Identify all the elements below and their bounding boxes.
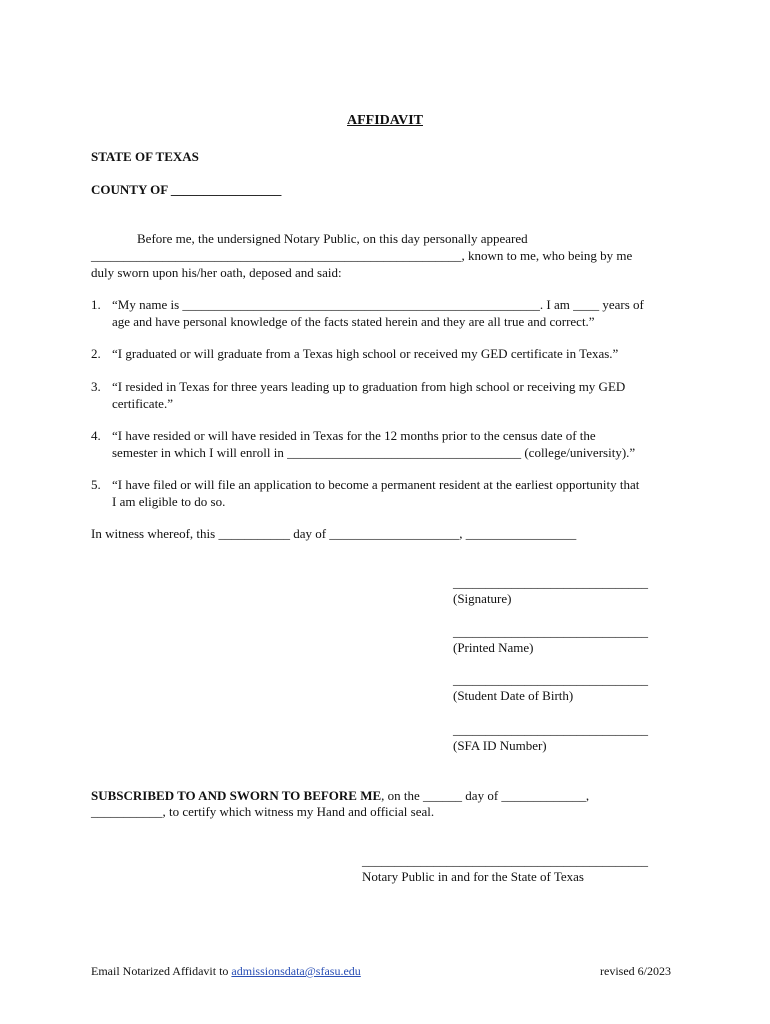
item-text-line: semester in which I will enroll in ____________________________________ (college/university).” xyxy=(112,445,636,460)
printed-name-label: (Printed Name) xyxy=(453,640,534,655)
footer-prefix: Email Notarized Affidavit to xyxy=(91,964,232,978)
intro-line-1: Before me, the undersigned Notary Public, on this day personally appeared xyxy=(137,231,528,246)
sfa-id-line: ______________________________ xyxy=(453,722,648,737)
notary-signature-line: ____________________________________________ xyxy=(362,853,648,868)
birth-date-label: (Student Date of Birth) xyxy=(453,688,574,703)
county-heading: COUNTY OF _________________ xyxy=(91,182,282,197)
page-title: AFFIDAVIT xyxy=(347,113,423,128)
item-text-line: “I have filed or will file an application to become a permanent resident at the earliest opportunity that xyxy=(112,477,640,492)
item-number: 5. xyxy=(91,477,101,492)
item-text-line: age and have personal knowledge of the facts stated herein and they are all true and correct.” xyxy=(112,314,595,329)
signature-label: (Signature) xyxy=(453,591,512,606)
item-number: 4. xyxy=(91,428,101,443)
item-number: 1. xyxy=(91,297,101,312)
intro-line-2: _________________________________________________________, known to me, who being by me xyxy=(91,248,633,263)
item-text-line: “My name is _______________________________________________________. I am ____ years of xyxy=(112,297,644,312)
item-text-line: I am eligible to do so. xyxy=(112,494,226,509)
witness-line: In witness whereof, this ___________ day of ____________________, _________________ xyxy=(91,526,577,541)
printed-name-line: ______________________________ xyxy=(453,624,648,639)
item-text-line: “I resided in Texas for three years leading up to graduation from high school or receiving my GED xyxy=(112,379,626,394)
intro-line-3: duly sworn upon his/her oath, deposed and said: xyxy=(91,265,342,280)
subscribed-rest: , on the ______ day of _____________, xyxy=(381,788,590,803)
item-text-line: “I have resided or will have resided in Texas for the 12 months prior to the census date of the xyxy=(112,428,596,443)
birth-date-line: ______________________________ xyxy=(453,672,648,687)
revised-date: revised 6/2023 xyxy=(600,964,671,978)
footer-email xyxy=(91,963,361,980)
subscribed-line-2: ___________, to certify which witness my Hand and official seal. xyxy=(91,804,435,819)
subscribed-line-1 xyxy=(91,787,589,804)
sfa-id-label: (SFA ID Number) xyxy=(453,738,547,753)
state-heading: STATE OF TEXAS xyxy=(91,149,199,164)
email-link[interactable]: admissionsdata@sfasu.edu xyxy=(231,964,361,978)
item-text-line: “I graduated or will graduate from a Texas high school or received my GED certificate in Texas.” xyxy=(112,346,619,361)
signature-line: ______________________________ xyxy=(453,575,648,590)
notary-label: Notary Public in and for the State of Texas xyxy=(362,869,584,884)
item-number: 2. xyxy=(91,346,101,361)
item-text-line: certificate.” xyxy=(112,396,173,411)
item-number: 3. xyxy=(91,379,101,394)
subscribed-heading: SUBSCRIBED TO AND SWORN TO BEFORE ME xyxy=(91,788,382,803)
